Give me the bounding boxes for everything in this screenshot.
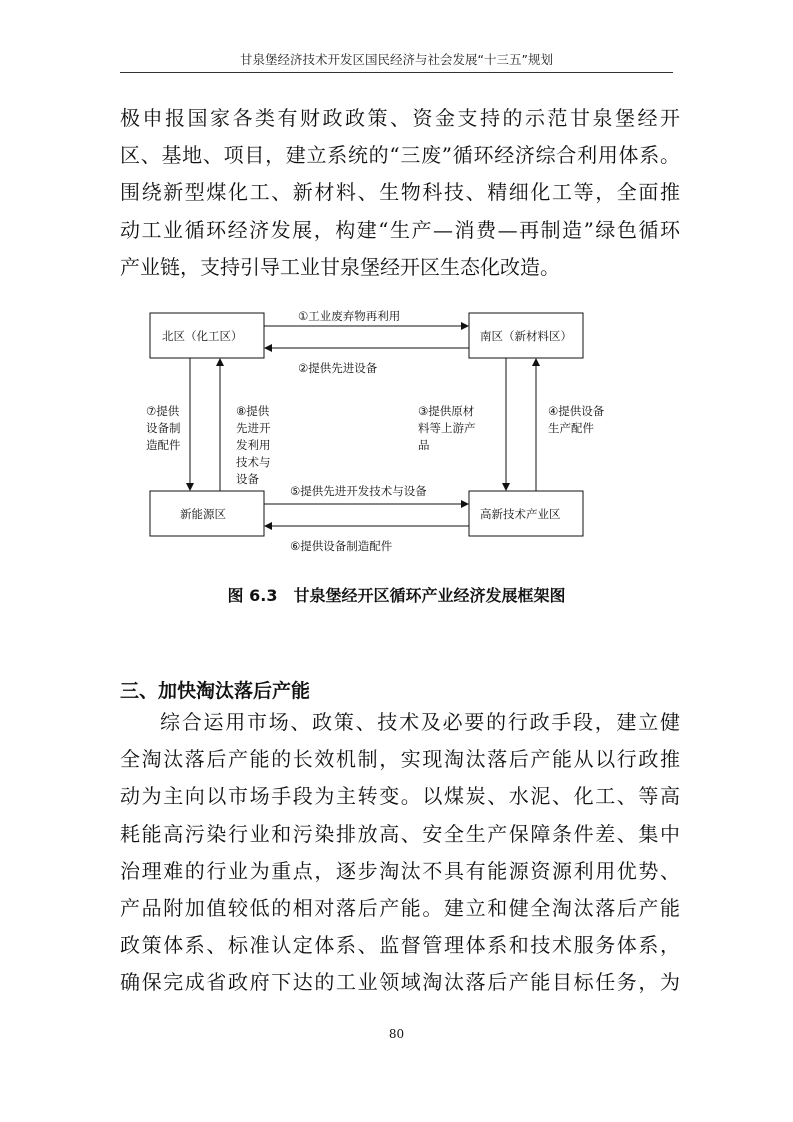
paragraph-line: 治理难的行业为重点，逐步淘汰不具有能源资源利用优势、 <box>120 858 680 883</box>
box-north-label: 北区（化工区） <box>162 329 243 343</box>
paragraph-line: 全淘汰落后产能的长效机制，实现淘汰落后产能从以行政推 <box>120 747 680 772</box>
paragraph-eliminate-backward-capacity <box>120 704 680 1002</box>
label-dev-tech-equipment: ⑤提供先进开发技术与设备 <box>290 484 427 498</box>
section-heading: 三、加快淘汰落后产能 <box>120 680 311 702</box>
header-rule <box>120 72 673 73</box>
paragraph-line: 确保完成省政府下达的工业领域淘汰落后产能目标任务，为 <box>120 970 680 995</box>
paragraph-line: 政策体系、标准认定体系、监督管理体系和技术服务体系， <box>120 933 680 958</box>
paragraph-line: 综合运用市场、政策、技术及必要的行政手段，建立健 <box>160 710 680 734</box>
running-header: 甘泉堡经济技术开发区国民经济与社会发展“十三五”规划 <box>240 52 553 67</box>
box-hitech-label: 高新技术产业区 <box>480 507 561 521</box>
label-advanced-dev-tech: ⑧提供 先进开 发利用 技术与 设备 <box>236 404 271 486</box>
label-advanced-equipment: ②提供先进设备 <box>298 361 378 375</box>
paragraph-line: 产品附加值较低的相对落后产能。建立和健全淘汰落后产能 <box>120 896 680 921</box>
circular-economy-diagram <box>146 298 605 560</box>
figure-caption: 图 6.3 甘泉堡经开区循环产业经济发展框架图 <box>227 586 566 605</box>
paragraph-line: 耗能高污染行业和污染排放高、安全生产保障条件差、集中 <box>120 821 680 846</box>
page-number: 80 <box>388 1027 405 1041</box>
paragraph-line: 围绕新型煤化工、新材料、生物科技、精细化工等，全面推 <box>120 180 680 205</box>
box-energy-label: 新能源区 <box>180 507 226 521</box>
paragraph-circular-economy <box>120 100 680 286</box>
label-industrial-waste-reuse: ①工业废弃物再利用 <box>298 309 401 323</box>
label-equipment-parts: ⑥提供设备制造配件 <box>290 539 393 553</box>
box-south-label: 南区（新材料区） <box>480 329 572 343</box>
paragraph-line: 动为主向以市场手段为主转变。以煤炭、水泥、化工、等高 <box>120 784 680 809</box>
paragraph-line: 动工业循环经济发展，构建“生产—消费—再制造”绿色循环 <box>120 217 680 242</box>
label-equipment-production-parts: ④提供设备 生产配件 <box>548 404 605 435</box>
label-equipment-manufacturing-parts: ⑦提供 设备制 造配件 <box>146 404 181 452</box>
paragraph-line: 极申报国家各类有财政政策、资金支持的示范甘泉堡经开 <box>120 106 680 130</box>
paragraph-line: 产业链，支持引导工业甘泉堡经开区生态化改造。 <box>120 254 560 279</box>
paragraph-line: 区、基地、项目，建立系统的“三废”循环经济综合利用体系。 <box>120 143 680 168</box>
label-raw-materials: ③提供原材 料等上游产 品 <box>418 404 476 452</box>
